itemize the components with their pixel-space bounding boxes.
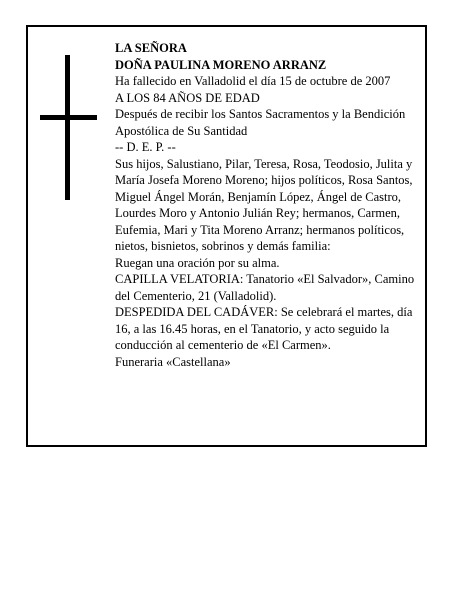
prayer-request: Ruegan una oración por su alma.: [115, 255, 280, 270]
family-list: Sus hijos, Salustiano, Pilar, Teresa, Rosa, Teodosio, Julita y María Josefa Moreno Moreno; hijos políticos, Rosa Santos, Miguel Ángel Morán, Benjamín López, Ángel de Castro, Lourdes Moro y Antonio Julián Rey; hermanos, Carmen, Eufemia, Mari y Tita Moreno Arranz; hermanos políticos, nietos, bisnietos, sobrinos y demás familia:: [115, 156, 413, 253]
deceased-name: DOÑA PAULINA MORENO ARRANZ: [115, 57, 327, 72]
rip-line: -- D. E. P. --: [115, 140, 176, 154]
sacraments-statement: Después de recibir los Santos Sacramentos y la Bendición Apostólica de Su Santidad: [115, 107, 406, 138]
age-statement: A LOS 84 AÑOS DE EDAD: [115, 90, 260, 105]
chapel-info: CAPILLA VELATORIA: Tanatorio «El Salvador», Camino del Cementerio, 21 (Valladolid).: [115, 272, 415, 303]
farewell-info: DESPEDIDA DEL CADÁVER: Se celebrará el martes, día 16, a las 16.45 horas, en el Tanatorio, y acto seguido la conducción al cementerio de «El Carmen».: [115, 305, 413, 352]
obituary-notice: [26, 25, 427, 447]
death-statement: Ha fallecido en Valladolid el día 15 de octubre de 2007: [115, 74, 391, 88]
notice-title: LA SEÑORA: [115, 41, 187, 55]
funeral-home: Funeraria «Castellana»: [115, 354, 231, 369]
cross-vertical-bar: [65, 55, 70, 200]
notice-text: [115, 40, 425, 370]
cross-horizontal-bar: [40, 115, 97, 120]
latin-cross-icon: [38, 55, 100, 200]
